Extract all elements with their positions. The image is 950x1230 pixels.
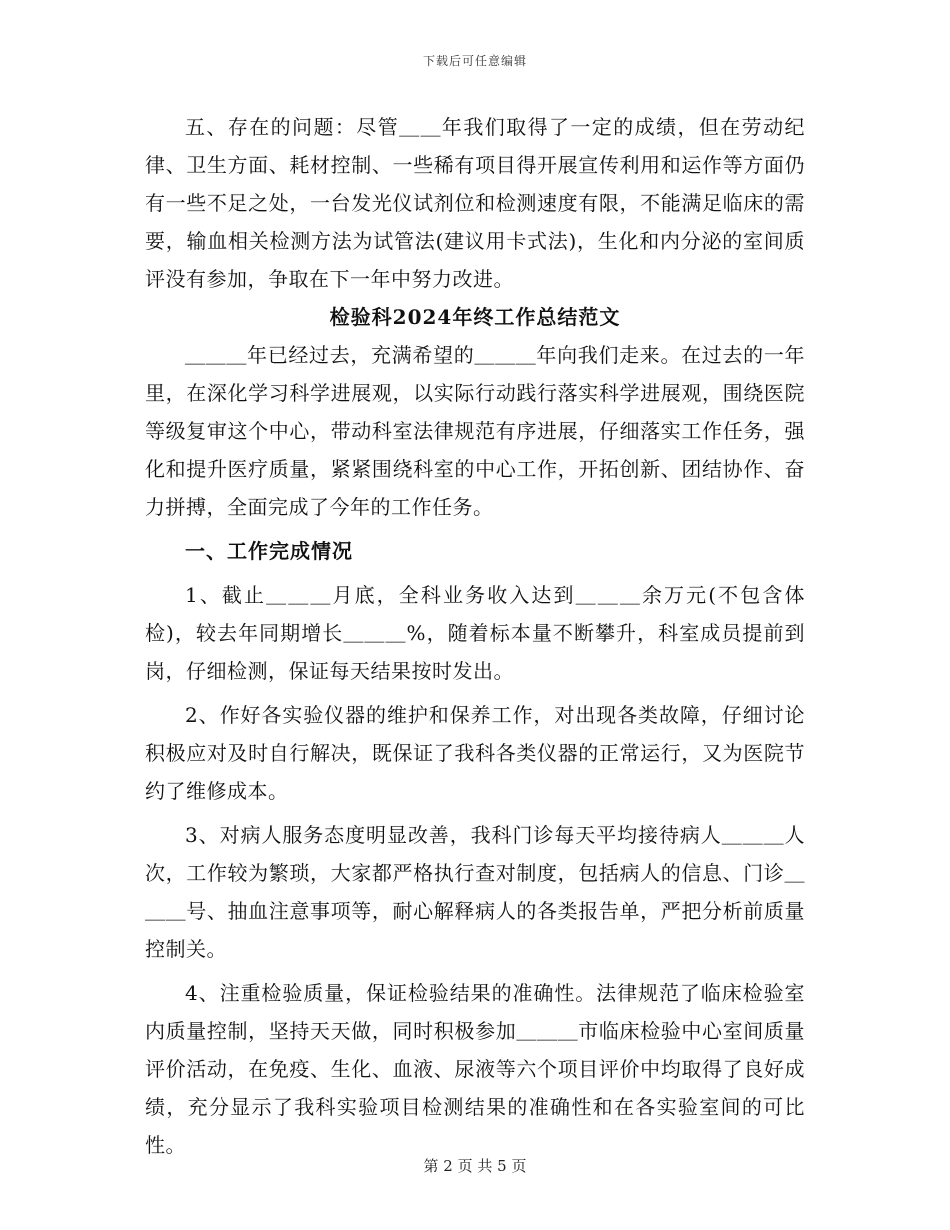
section-heading-work-completion: 一、工作完成情况 — [185, 539, 353, 563]
page-number: 第 2 页 共 5 页 — [423, 1157, 527, 1175]
document-title: 检验科2024年终工作总结范文 — [329, 305, 621, 329]
document-body — [145, 108, 805, 1164]
problems-paragraph: 五、存在的问题：尽管＿＿年我们取得了一定的成绩，但在劳动纪律、卫生方面、耗材控制、一些稀有项目得开展宣传利用和运作等方面仍有一些不足之处，一台发光仪试剂位和检测速度有限，不能满足临床的需要，输血相关检测方法为试管法(建议用卡式法)，生化和内分泌的室间质评没有参加，争取在下一年中努力改进。 — [145, 115, 805, 291]
item-3-paragraph: 3、对病人服务态度明显改善，我科门诊每天平均接待病人＿＿＿人次，工作较为繁琐，大家都严格执行查对制度，包括病人的信息、门诊＿＿＿号、抽血注意事项等，耐心解释病人的各类报告单，严把分析前质量控制关。 — [145, 823, 805, 961]
item-1-paragraph: 1、截止＿＿＿月底，全科业务收入达到＿＿＿余万元(不包含体检)，较去年同期增长＿＿＿%，随着标本量不断攀升，科室成员提前到岗，仔细检测，保证每天结果按时发出。 — [145, 583, 805, 683]
page-header-note: 下载后可任意编辑 — [422, 54, 527, 68]
item-4-paragraph: 4、注重检验质量，保证检验结果的准确性。法律规范了临床检验室内质量控制，坚持天天做，同时积极参加＿＿＿市临床检验中心室间质量评价活动，在免疫、生化、血液、尿液等六个项目评价中均取得了良好成绩，充分显示了我科实验项目检测结果的准确性和在各实验室间的可比性。 — [145, 981, 805, 1157]
intro-paragraph: ＿＿＿年已经过去，充满希望的＿＿＿年向我们走来。在过去的一年里，在深化学习科学进展观，以实际行动践行落实科学进展观，围绕医院等级复审这个中心，带动科室法律规范有序进展，仔细落实工作任务，强化和提升医疗质量，紧紧围绕科室的中心工作，开拓创新、团结协作、奋力拼搏，全面完成了今年的工作任务。 — [145, 343, 805, 519]
item-2-paragraph: 2、作好各实验仪器的维护和保养工作，对出现各类故障，仔细讨论积极应对及时自行解决，既保证了我科各类仪器的正常运行，又为医院节约了维修成本。 — [145, 703, 805, 803]
